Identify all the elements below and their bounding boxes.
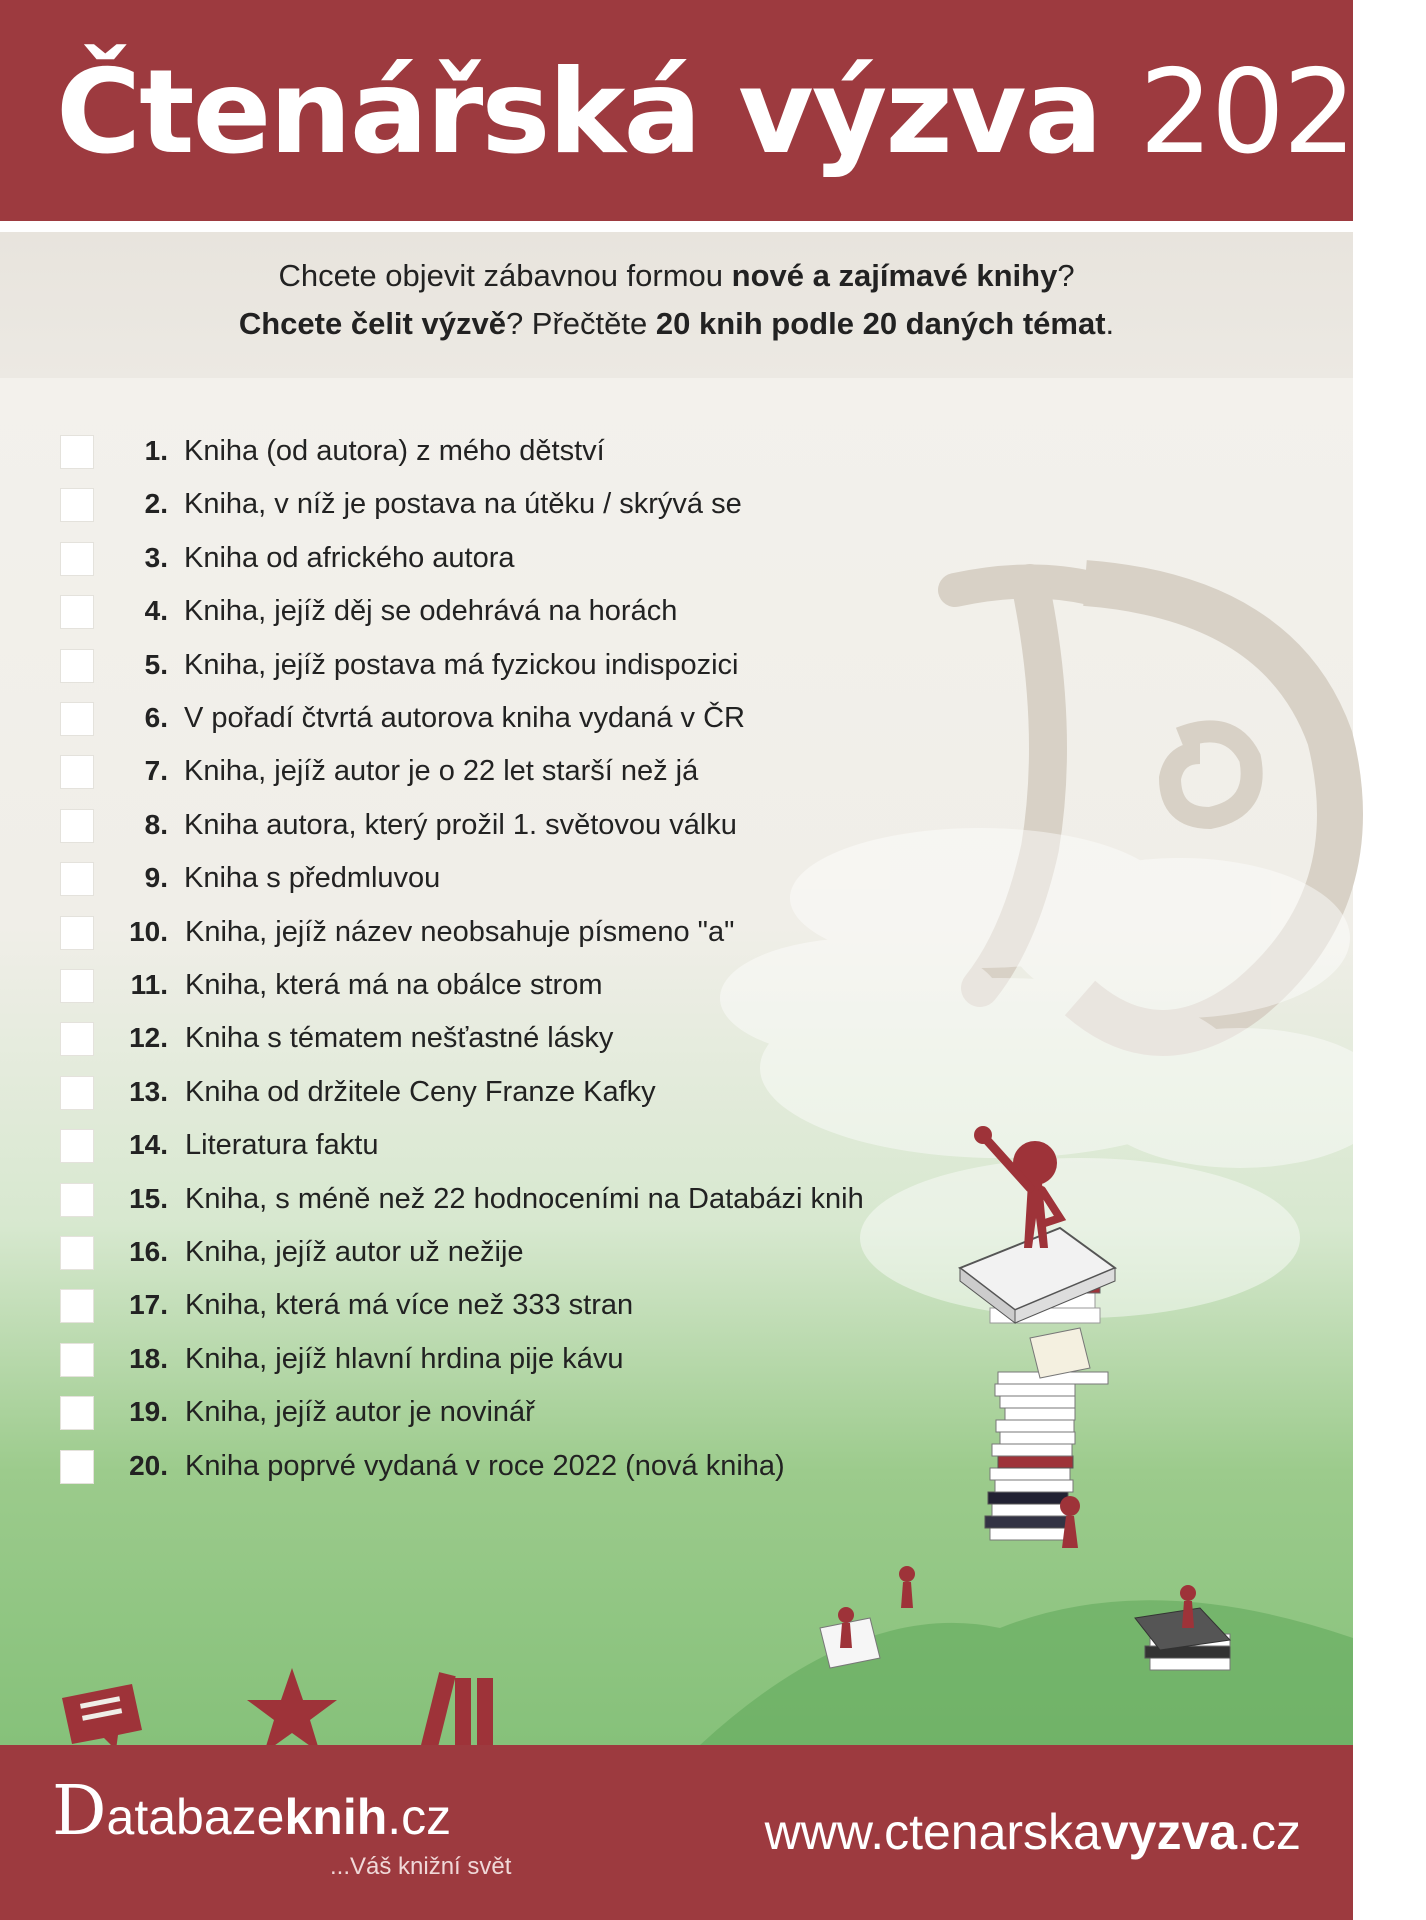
challenge-checkbox[interactable] [60,969,94,1003]
intro-text: Chcete objevit zábavnou formou [278,258,732,293]
challenge-checkbox[interactable] [60,595,94,629]
challenge-text: Kniha autora, který prožil 1. světovou válku [184,809,737,841]
challenge-number: 19. [129,1396,168,1427]
logo-tagline: ...Váš knižní svět [330,1853,512,1880]
website-link[interactable] [765,1797,1301,1867]
challenge-checkbox[interactable] [60,755,94,789]
challenge-number: 6. [144,702,168,733]
website-text-c: .cz [1237,1804,1301,1860]
logo-text-c: .cz [387,1789,452,1845]
challenge-text: Literatura faktu [185,1129,379,1161]
books-icon [421,1672,493,1749]
challenge-number: 4. [144,595,168,626]
challenge-text: Kniha, jejíž autor je o 22 let starší než já [184,755,699,787]
databazeknih-logo[interactable] [52,1772,452,1852]
challenge-text: Kniha poprvé vydaná v roce 2022 (nová kniha) [185,1450,785,1482]
challenge-number: 13. [129,1076,168,1107]
intro-text: ? [1057,258,1075,293]
challenge-number: 17. [129,1289,168,1320]
challenge-text: Kniha od držitele Ceny Franze Kafky [185,1076,656,1108]
challenge-text: Kniha, jejíž autor už nežije [185,1236,524,1268]
intro-emphasis: 20 knih podle 20 daných témat [655,306,1106,341]
challenge-text: Kniha, jejíž název neobsahuje písmeno "a" [185,916,735,948]
challenge-text: Kniha, jejíž hlavní hrdina pije kávu [185,1343,624,1375]
challenge-number: 2. [144,488,168,519]
challenge-number: 8. [144,809,168,840]
challenge-checkbox[interactable] [60,542,94,576]
challenge-checkbox[interactable] [60,1183,94,1217]
challenge-checkbox[interactable] [60,1236,94,1270]
challenge-text: Kniha, jejíž postava má fyzickou indispozici [184,649,739,681]
challenge-text: Kniha, která má na obálce strom [185,969,603,1001]
challenge-text: Kniha od afrického autora [184,542,515,574]
green-hills [700,1600,1353,1745]
challenge-checkbox[interactable] [60,1343,94,1377]
intro-line-2 [0,306,1353,342]
background-decoration [0,378,1353,1745]
intro-text: . [1105,306,1115,341]
challenge-number: 7. [144,755,168,786]
challenge-number: 3. [144,542,168,573]
website-text-b: vyzva [1100,1804,1238,1860]
page-title [56,38,1426,188]
challenge-number: 12. [129,1022,168,1053]
title-year: 2022 [1139,45,1426,180]
challenge-number: 18. [129,1343,168,1374]
intro-line-1 [0,258,1353,294]
challenge-text: Kniha (od autora) z mého dětství [184,435,605,467]
title-main: Čtenářská výzva [56,45,1101,180]
challenge-number: 10. [129,916,168,947]
challenge-number: 5. [144,649,168,680]
challenge-checkbox[interactable] [60,809,94,843]
challenge-checkbox[interactable] [60,1289,94,1323]
intro-text: ? Přečtěte [505,306,656,341]
challenge-area [0,378,1353,1745]
challenge-text: Kniha, která má více než 333 stran [185,1289,634,1321]
challenge-checkbox[interactable] [60,1396,94,1430]
challenge-text: Kniha, jejíž děj se odehrává na horách [184,595,678,627]
challenge-text: Kniha, v níž je postava na útěku / skrývá se [184,488,742,520]
challenge-number: 15. [129,1183,168,1214]
header-banner [0,0,1426,221]
challenge-number: 1. [144,435,168,466]
website-text-a: www.ctenarska [764,1804,1101,1860]
challenge-text: V pořadí čtvrtá autorova kniha vydaná v ČR [184,702,745,734]
challenge-checkbox[interactable] [60,435,94,469]
chat-bubble-icon [62,1684,142,1750]
challenge-checkbox[interactable] [60,1022,94,1056]
logo-text-a: atabaze [106,1789,285,1845]
challenge-text: Kniha, jejíž autor je novinář [185,1396,535,1428]
challenge-checkbox[interactable] [60,702,94,736]
challenge-number: 14. [129,1129,168,1160]
intro-emphasis: nové a zajímavé knihy [731,258,1058,293]
challenge-checkbox[interactable] [60,1129,94,1163]
star-icon [247,1668,337,1753]
challenge-checkbox[interactable] [60,862,94,896]
challenge-number: 20. [129,1450,168,1481]
challenge-checkbox[interactable] [60,1450,94,1484]
challenge-number: 9. [144,862,168,893]
challenge-checkbox[interactable] [60,488,94,522]
challenge-text: Kniha s předmluvou [184,862,441,894]
challenge-number: 16. [129,1236,168,1267]
challenge-checkbox[interactable] [60,649,94,683]
intro-section [0,232,1353,378]
intro-emphasis: Chcete čelit výzvě [238,306,506,341]
logo-text-b: knih [284,1789,388,1845]
challenge-text: Kniha, s méně než 22 hodnoceními na Databázi knih [185,1183,864,1215]
footer-banner [0,1745,1353,1920]
challenge-number: 11. [130,969,168,1000]
logo-d: D [52,1772,107,1851]
challenge-checkbox[interactable] [60,1076,94,1110]
challenge-checkbox[interactable] [60,916,94,950]
challenge-text: Kniha s tématem nešťastné lásky [185,1022,614,1054]
